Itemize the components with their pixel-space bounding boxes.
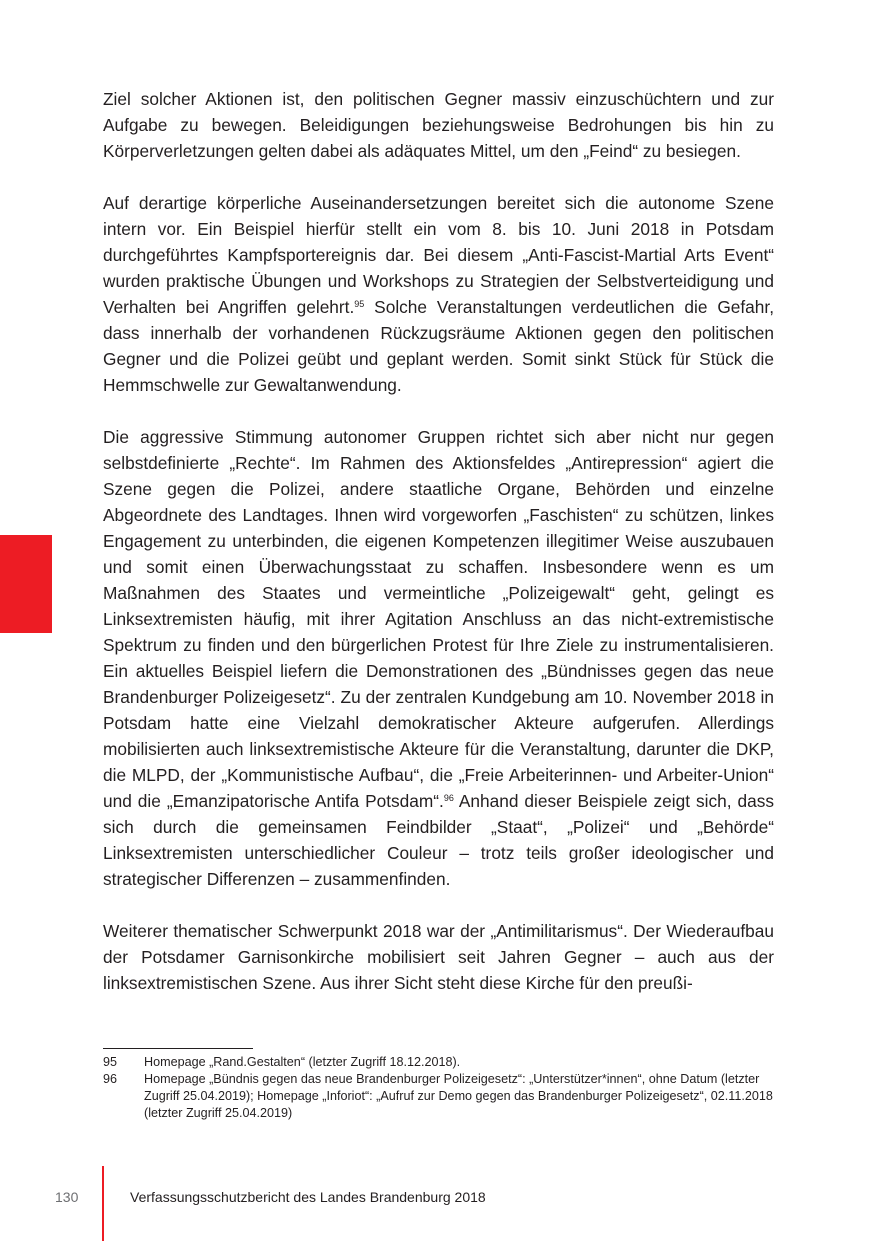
body-text [103, 86, 774, 996]
footnote-ref-96[interactable]: 96 [443, 793, 454, 803]
paragraph-1: Ziel solcher Aktionen ist, den politischen Gegner massiv einzuschüchtern und zur Aufgabe zu bewegen. Beleidigungen beziehungsweise Bedrohungen bis hin zu Körperverletzungen gelten dabei als adäquates Mittel, um den „Feind“ zu besiegen. [103, 89, 774, 161]
paragraph-3-part-a: Die aggressive Stimmung autonomer Gruppen richtet sich aber nicht nur gegen selbstdefinierte „Rechte“. Im Rahmen des Aktionsfeldes „Antirepression“ agiert die Szene gegen die Polizei, andere staatliche Organe, Behörden und einzelne Abgeordnete des Landtages. Ihnen wird vorgeworfen „Faschisten“ zu schützen, linkes Engagement zu unterbinden, die eigenen Kompetenzen illegitimer Weise auszubauen und somit einen Überwachungsstaat zu schaffen. Insbesondere wenn es um Maßnahmen des Staates und vermeintliche „Polizeigewalt“ geht, gelingt es Linksextremisten häufig, mit ihrer Agitation Anschluss an das nicht-extremistische Spektrum zu finden und den bürgerlichen Protest für Ihre Ziele zu instrumentalisieren. Ein aktuelles Beispiel liefern die Demonstrationen des „Bündnisses gegen das neue Brandenburger Polizeigesetz“. Zu der zentralen Kundgebung am 10. November 2018 in Potsdam hatte eine Vielzahl demokratischer Akteure aufgerufen. Allerdings mobilisierten auch linksextremistische Akteure für die Veranstaltung, darunter die DKP, die MLPD, der „Kommunistische Aufbau“, die „Freie Arbeiterinnen- und Arbeiter-Union“ und die „Emanzipatorische Antifa Potsdam“. [103, 427, 774, 811]
chapter-side-marker [0, 535, 52, 633]
footnote-ref-95[interactable]: 95 [354, 299, 365, 309]
page-number: 130 [55, 1189, 79, 1205]
paragraph-2-part-b: Solche Veranstaltungen verdeutlichen die Gefahr, dass innerhalb der vorhandenen Rückzugsräume Aktionen gegen den politischen Gegner und die Polizei geübt und geplant werden. Somit sinkt Stück für Stück die Hemmschwelle zur Gewaltanwendung. [103, 297, 774, 395]
footnote-divider [103, 1048, 253, 1049]
paragraph-4: Weiterer thematischer Schwerpunkt 2018 war der „Antimilitarismus“. Der Wiederaufbau der Potsdamer Garnisonkirche mobilisiert seit Jahren Gegner – auch aus der linksextremistischen Szene. Aus ihrer Sicht steht diese Kirche für den preußi- [103, 921, 774, 993]
paragraph-2 [103, 190, 774, 398]
footnote-96 [103, 1071, 774, 1122]
footnote-95 [103, 1054, 774, 1071]
footnote-text: Homepage „Rand.Gestalten“ (letzter Zugriff 18.12.2018). [144, 1055, 461, 1069]
footnote-number: 95 [103, 1055, 118, 1069]
footnote-number: 96 [103, 1072, 118, 1086]
footer-divider [102, 1166, 104, 1241]
footnote-text: Homepage „Bündnis gegen das neue Brandenburger Polizeigesetz“: „Unterstützer*innen“, ohne Datum (letzter Zugriff 25.04.2019); Homepage „Inforiot“: „Aufruf zur Demo gegen das Brandenburger Polizeigesetz“, 02.11.2018 (letzter Zugriff 25.04.2019) [144, 1072, 773, 1120]
paragraph-3 [103, 424, 774, 892]
paragraph-2-part-a: Auf derartige körperliche Auseinandersetzungen bereitet sich die autonome Szene intern vor. Ein Beispiel hierfür stellt ein vom 8. bis 10. Juni 2018 in Potsdam durchgeführtes Kampfsportereignis dar. Bei diesem „Anti-Fascist-Martial Arts Event“ wurden praktische Übungen und Workshops zu Strategien der Selbstverteidigung und Verhalten bei Angriffen gelehrt. [103, 193, 774, 317]
footnotes [103, 1054, 774, 1122]
running-title: Verfassungsschutzbericht des Landes Brandenburg 2018 [130, 1189, 486, 1205]
paragraph-3-part-b: Anhand dieser Beispiele zeigt sich, dass sich durch die gemeinsamen Feindbilder „Staat“, „Polizei“ und „Behörde“ Linksextremisten unterschiedlicher Couleur – trotz teils großer ideologischer und strategischer Differenzen – zusammenfinden. [103, 791, 774, 889]
